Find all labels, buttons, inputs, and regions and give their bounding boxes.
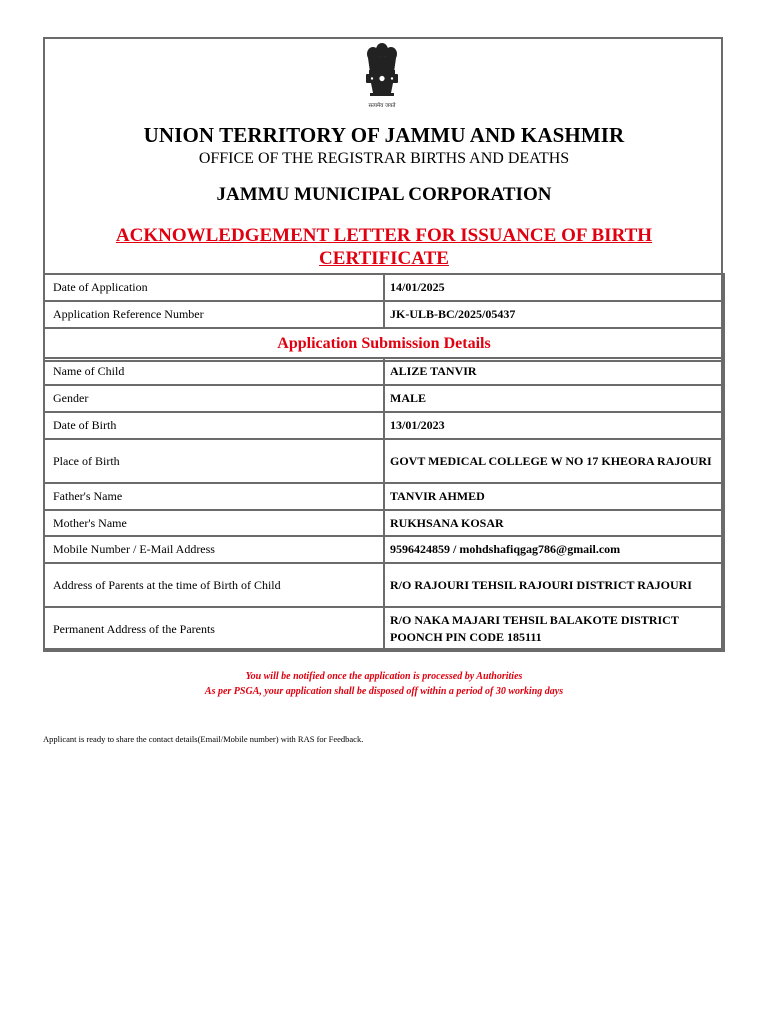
permanent-address-label: Permanent Address of the Parents	[44, 607, 384, 651]
table-row	[44, 301, 724, 328]
place-of-birth-value: GOVT MEDICAL COLLEGE W NO 17 KHEORA RAJOURI	[384, 439, 724, 483]
date-of-application-value: 14/01/2025	[384, 274, 724, 301]
table-row	[44, 274, 724, 301]
submission-heading: Application Submission Details	[43, 326, 725, 362]
table-row	[44, 483, 724, 510]
reference-number-value: JK-ULB-BC/2025/05437	[384, 301, 724, 328]
date-of-birth-value: 13/01/2023	[384, 412, 724, 439]
national-emblem-icon	[358, 40, 406, 110]
letter-title: ACKNOWLEDGEMENT LETTER FOR ISSUANCE OF BIRTH CERTIFICATE	[115, 225, 653, 269]
processing-notice: You will be notified once the application is processed by Authorities	[245, 671, 523, 682]
reference-number-label: Application Reference Number	[44, 301, 384, 328]
office-title: OFFICE OF THE REGISTRAR BIRTHS AND DEATHS	[198, 150, 570, 167]
table-row	[44, 607, 724, 651]
psga-notice: As per PSGA, your application shall be disposed off within a period of 30 working days	[204, 686, 564, 697]
table-row	[44, 510, 724, 536]
date-of-application-label: Date of Application	[44, 274, 384, 301]
submission-table	[43, 357, 725, 652]
contact-value: 9596424859 / mohdshafiqgag786@gmail.com	[384, 536, 724, 563]
table-row	[44, 536, 724, 563]
corporation-title: JAMMU MUNICIPAL CORPORATION	[216, 184, 552, 205]
application-table	[43, 273, 725, 329]
father-name-label: Father's Name	[44, 483, 384, 510]
birth-address-label: Address of Parents at the time of Birth of Child	[44, 563, 384, 607]
emblem-caption: सत्यमेव जयते	[368, 103, 396, 109]
contact-label: Mobile Number / E-Mail Address	[44, 536, 384, 563]
table-row	[44, 412, 724, 439]
ut-title: UNION TERRITORY OF JAMMU AND KASHMIR	[143, 123, 625, 147]
father-name-value: TANVIR AHMED	[384, 483, 724, 510]
feedback-consent-note: Applicant is ready to share the contact details(Email/Mobile number) with RAS for Feedback.	[43, 734, 364, 744]
mother-name-value: RUKHSANA KOSAR	[384, 510, 724, 536]
table-row	[44, 385, 724, 412]
child-name-label: Name of Child	[44, 358, 384, 385]
place-of-birth-label: Place of Birth	[44, 439, 384, 483]
child-name-value: ALIZE TANVIR	[384, 358, 724, 385]
gender-label: Gender	[44, 385, 384, 412]
gender-value: MALE	[384, 385, 724, 412]
table-row	[44, 439, 724, 483]
date-of-birth-label: Date of Birth	[44, 412, 384, 439]
permanent-address-value: R/O NAKA MAJARI TEHSIL BALAKOTE DISTRICT POONCH PIN CODE 185111	[384, 607, 724, 651]
table-row	[44, 563, 724, 607]
table-row	[44, 358, 724, 385]
birth-address-value: R/O RAJOURI TEHSIL RAJOURI DISTRICT RAJOURI	[384, 563, 724, 607]
mother-name-label: Mother's Name	[44, 510, 384, 536]
